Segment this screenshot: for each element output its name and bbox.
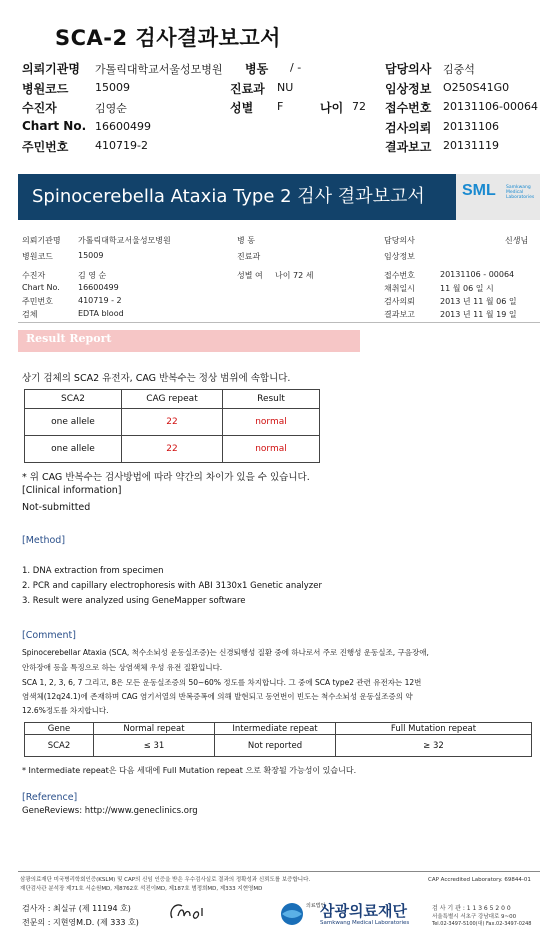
sml-logo <box>462 180 536 216</box>
table-cell: SCA2 <box>25 735 94 757</box>
clinical-value: Not-submitted <box>22 502 91 513</box>
examiner: 검사자 : 최실규 (제 11194 호) <box>22 904 131 913</box>
address: 검 사 기 관 : 1 1 3 6 5 2 0 0 <box>432 905 511 912</box>
footer-divider <box>18 871 540 872</box>
table-row <box>25 409 320 436</box>
table-cell: 22 <box>122 436 223 463</box>
header-value: 김영순 <box>95 102 127 115</box>
header-label: 병원코드 <box>22 82 69 96</box>
header-label: 성별 <box>230 101 254 115</box>
header-value: 72 <box>352 100 366 113</box>
table-cell: normal <box>223 436 320 463</box>
header-value: 15009 <box>95 81 130 94</box>
header-value: 김중석 <box>443 63 475 76</box>
header-value: 20131106-00064 <box>443 100 538 113</box>
header-label: 진료과 <box>230 82 265 96</box>
table-header-cell: Full Mutation repeat <box>336 723 532 735</box>
comment-heading: [Comment] <box>22 630 76 641</box>
sml-logo-sub: Laboratories <box>506 195 535 200</box>
header-label: 나이 <box>320 101 344 115</box>
sml-globe-icon <box>280 902 304 926</box>
header-value: F <box>277 100 284 113</box>
table-header-cell: Normal repeat <box>94 723 215 735</box>
header-value: 410719-2 <box>95 139 148 152</box>
header-label: Chart No. <box>22 119 87 133</box>
sml-logo-text: SML <box>462 182 496 199</box>
gene-table <box>24 722 532 757</box>
header-label: 담당의사 <box>385 62 432 76</box>
info-value: 410719 - 2 <box>78 296 122 305</box>
info-label: 주민번호 <box>22 297 53 306</box>
comment-line: 안하장애 등을 특징으로 하는 상염색체 우성 유전 질환입니다. <box>22 663 223 672</box>
info-value: 16600499 <box>78 283 119 292</box>
info-value: 2013 년 11 월 19 일 <box>440 310 517 319</box>
table-cell: one allele <box>25 436 122 463</box>
info-label: 검사의뢰 <box>384 297 415 306</box>
table-cell: normal <box>223 409 320 436</box>
info-label: 결과보고 <box>384 310 415 319</box>
info-value: 나이 72 세 <box>275 271 314 280</box>
clinical-heading: [Clinical information] <box>22 485 122 496</box>
info-label: 진료과 <box>237 252 261 261</box>
foundation-name: 삼광의료재단 <box>320 902 407 920</box>
info-value: 김 영 순 <box>78 271 107 280</box>
reference-heading: [Reference] <box>22 792 78 803</box>
table-header-cell: Result <box>223 390 320 409</box>
footer-cap: CAP Accredited Laboratory. 69844-01 <box>428 877 531 883</box>
header-value: O250S41G0 <box>443 81 510 94</box>
method-heading: [Method] <box>22 535 66 546</box>
table-row <box>25 735 532 757</box>
info-value: 11 월 06 일 시 <box>440 284 494 293</box>
info-label: 검체 <box>22 310 38 319</box>
header-value: 20131106 <box>443 120 499 133</box>
table-cell: ≥ 32 <box>336 735 532 757</box>
table-cell: Not reported <box>215 735 336 757</box>
header-label: 병동 <box>245 62 269 76</box>
table-header-cell: Gene <box>25 723 94 735</box>
address: 서울특별시 서초구 강남대로 9~00 <box>432 914 517 920</box>
table-header-row <box>25 390 320 409</box>
page-title: SCA-2 검사결과보고서 <box>55 26 281 50</box>
header-label: 결과보고 <box>385 140 432 154</box>
header-value: NU <box>277 81 294 94</box>
info-label: 접수번호 <box>384 271 415 280</box>
table-cell: 22 <box>122 409 223 436</box>
table-header-cell: SCA2 <box>25 390 122 409</box>
table-header-row <box>25 723 532 735</box>
header-label: 수진자 <box>22 101 57 115</box>
info-value: EDTA blood <box>78 309 124 318</box>
info-value: 15009 <box>78 251 104 260</box>
method-item: 3. Result were analyzed using GeneMapper software <box>22 596 246 606</box>
foundation-prefix: 의료법인 <box>306 903 326 909</box>
table-header-cell: CAG repeat <box>122 390 223 409</box>
info-label: 임상정보 <box>384 252 415 261</box>
header-value: 16600499 <box>95 120 151 133</box>
info-value: 가톨릭대학교서울성모병원 <box>78 236 171 245</box>
info-value: 신생님 <box>505 236 529 245</box>
result-report-label: Result Report <box>26 332 112 345</box>
table-header-cell: Intermediate repeat <box>215 723 336 735</box>
info-value: 2013 년 11 월 06 일 <box>440 297 517 306</box>
report-title: Spinocerebella Ataxia Type 2 검사 결과보고서 <box>18 174 456 220</box>
comment-line: 염색체(12q24.1)에 존재하며 CAG 염기서열의 반복증폭에 의해 발현되고 동연번이 빈도는 척수소뇌성 운동실조증의 약 <box>22 692 413 701</box>
sml-logo-sub: Samkwang <box>506 185 531 190</box>
header-value: / - <box>290 61 302 74</box>
comment-line: SCA 1, 2, 3, 6, 7 그리고, 8은 모든 운동실조증의 50~60% 정도를 차지합니다. 그 중에 SCA type2 관련 유전자는 12번 <box>22 678 422 687</box>
table-row <box>25 436 320 463</box>
comment-line: Spinocerebellar Ataxia (SCA, 척수소뇌성 운동실조증)는 신경퇴행성 질환 중에 하나로서 주로 진행성 운동실조, 구음장애, <box>22 648 429 657</box>
note-text: * 위 CAG 반복수는 검사방법에 따라 약간의 차이가 있을 수 있습니다. <box>22 472 310 483</box>
intermediate-note: * Intermediate repeat은 다음 세대에 Full Mutation repeat 으로 확장될 가능성이 있습니다. <box>22 766 357 775</box>
table-cell: ≤ 31 <box>94 735 215 757</box>
info-label: 담당의사 <box>384 236 415 245</box>
comment-line: 12.6%정도를 차지합니다. <box>22 706 109 715</box>
sml-logo-sub: Medical <box>506 190 524 195</box>
reference-value: GeneReviews: http://www.geneclinics.org <box>22 806 198 816</box>
info-label: 의뢰기관명 <box>22 236 61 245</box>
header-label: 주민번호 <box>22 140 69 154</box>
info-label: 병원코드 <box>22 252 53 261</box>
header-value: 20131119 <box>443 139 499 152</box>
info-label: 성별 여 <box>237 271 263 280</box>
info-label: 수진자 <box>22 271 46 280</box>
result-table <box>24 389 320 463</box>
table-cell: one allele <box>25 409 122 436</box>
header-label: 검사의뢰 <box>385 121 432 135</box>
foundation-en: Samkwang Medical Laboratories <box>320 920 410 926</box>
signature-image <box>166 900 208 926</box>
specialist: 전문의 : 지현영M.D. (제 333 호) <box>22 918 139 927</box>
foundation-logo <box>280 902 304 930</box>
divider <box>18 322 540 323</box>
method-item: 2. PCR and capillary electrophoresis with ABI 3130x1 Genetic analyzer <box>22 581 322 591</box>
address: Tel.02-3497-5100(대) Fax.02-3497-0248 <box>432 921 532 927</box>
footer-cert: 삼광의료재단 미국병리학회인증(KSLM) 및 CAP의 신임 인증을 받은 우수검사실로 결과의 정확성과 신뢰도를 보증합니다. <box>20 877 311 883</box>
header-label: 의뢰기관명 <box>22 62 80 76</box>
header-label: 임상정보 <box>385 82 432 96</box>
header-value: 가톨릭대학교서울성모병원 <box>95 63 223 76</box>
method-item: 1. DNA extraction from specimen <box>22 566 164 576</box>
info-label: 병 동 <box>237 236 255 245</box>
summary-text: 상기 검체의 SCA2 유전자, CAG 반복수는 정상 범위에 속합니다. <box>22 373 291 384</box>
info-label: 채취일시 <box>384 284 415 293</box>
header-label: 접수번호 <box>385 101 432 115</box>
info-label: Chart No. <box>22 283 60 292</box>
footer-cert: 재단검사관 분석장 제71호 서순원MD, 제8762호 석진이MD, 제187호 범정희MD, 제333 지현영MD <box>20 886 263 892</box>
info-value: 20131106 - 00064 <box>440 270 515 279</box>
